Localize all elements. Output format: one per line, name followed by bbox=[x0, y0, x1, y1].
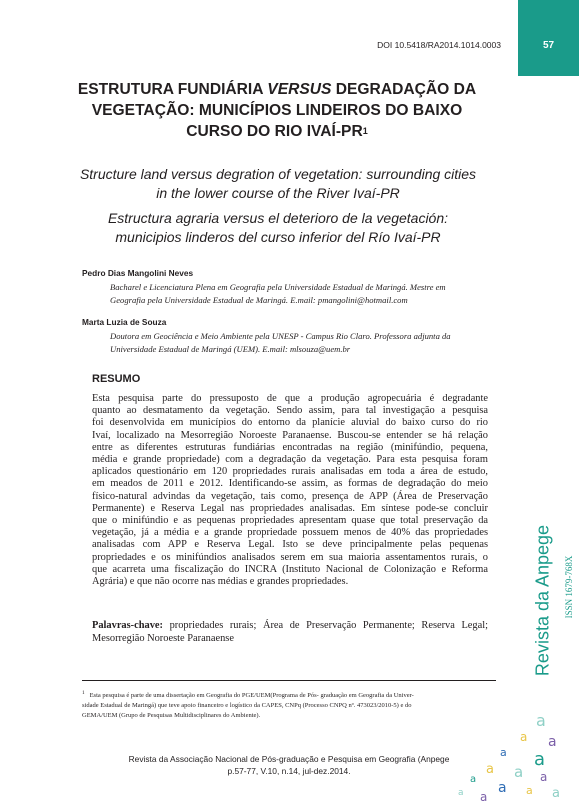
author-affiliation: Bacharel e Licenciatura Plena em Geografia pela Universidade Estadual de Maringá. Mestre em Geografia pela Universidade Estadual de Maringá. E.mail: pmangolini@hotmail.com bbox=[110, 282, 446, 305]
decorative-letter: a bbox=[536, 711, 546, 730]
author-name: Pedro Dias Mangolini Neves bbox=[82, 268, 194, 278]
page-number: 57 bbox=[542, 40, 555, 51]
decorative-letter: a bbox=[540, 770, 548, 784]
decorative-letter: a bbox=[534, 749, 546, 770]
abstract-text: Esta pesquisa parte do pressuposto de que a produção agropecuária é degradante quanto ao desmatamento da vegetação. Sendo assim, para tal investigação a pesquisa foi desenvolvida em municípios do entorno da planície aluvial do baixo curso do rio Ivaí, localizado na Mesorregião Noroeste Paranaense. Buscou-se entender se há relação entre as diferentes estruturas fundiárias encontradas na região (minifúndio, pequena, média e grande propriedade) com a degradação da vegetação. Para esta pesquisa foram aplicados questionário em 120 propriedades rurais analisadas em toda a área de estudo, em meados de 2011 e 2012. Identificando-se assim, as formas de degradação do meio físico-natural advindas da vegetação, tais como, presença de APP (Área de Preservação Permanente) e Reserva Legal nas propriedades analisadas. Em síntese pode-se concluir que o minifúndio e as pequenas propriedades apresentam quase que total preservação da vegetação, já a média e a grande propriedade possuem menos de 40% das propriedades analisadas com APP e Reserva Legal. Isto se deve principalmente pelas pequenas propriedades e os minifúndios analisados serem em sua maioria assentamentos rurais, o que acarreta uma fiscalização do INCRA (Instituto Nacional de Colonização e Reforma Agrária) e que não ocorre nas médias e grandes propriedades. bbox=[92, 393, 488, 588]
doi-label: DOI 10.5418/RA2014.1014.0003 bbox=[377, 40, 501, 50]
subtitle-spanish bbox=[60, 209, 496, 247]
decorative-letter: a bbox=[500, 746, 507, 759]
decorative-letter: a bbox=[486, 762, 494, 777]
subtitle-english bbox=[60, 165, 496, 203]
subtitle-es-line: municipios linderos del curso inferior del Río Ivaí-PR bbox=[115, 229, 441, 245]
footnote-divider bbox=[82, 680, 496, 681]
title-line-2: VEGETAÇÃO: MUNICÍPIOS LINDEIROS DO BAIXO bbox=[91, 102, 463, 119]
abstract-heading: RESUMO bbox=[92, 373, 141, 385]
journal-issn: ISSN 1679-768X bbox=[564, 555, 574, 619]
subtitle-en-line: in the lower course of the River Ivaí-PR bbox=[156, 185, 400, 201]
author-name: Marta Luzia de Souza bbox=[82, 317, 167, 327]
subtitle-en-line: Structure land versus degration of vegetation: surrounding cities bbox=[79, 166, 477, 182]
author-affiliation: Doutora em Geociência e Meio Ambiente pela UNESP - Campus Rio Claro. Professora adjunta da Universidade Estadual de Maringá (UEM). E.mail: mlsouza@uem.br bbox=[110, 331, 451, 354]
decorative-letter: a bbox=[470, 774, 477, 785]
decorative-letter: a bbox=[548, 734, 557, 750]
journal-sidebar-title: Revista da Anpege bbox=[532, 524, 553, 677]
decorative-letter: a bbox=[520, 730, 528, 744]
decorative-letter: a bbox=[552, 786, 560, 801]
decorative-letter: a bbox=[458, 788, 464, 798]
decorative-letter: a bbox=[498, 780, 507, 796]
title-line-3: CURSO DO RIO IVAÍ-$PR^1$ bbox=[186, 123, 368, 140]
footnote-mark: 1 bbox=[82, 690, 85, 696]
decorative-letter: a bbox=[480, 790, 488, 804]
decorative-letter: a bbox=[514, 763, 524, 781]
keywords: Palavras-chave: propriedades rurais; Área de Preservação Permanente; Reserva Legal; Mesorregião Noroeste Paranaense bbox=[92, 620, 488, 644]
article-title bbox=[70, 79, 484, 142]
journal-sidebar bbox=[505, 520, 579, 703]
decorative-letter: a bbox=[526, 784, 533, 797]
keywords-label: Palavras-chave: bbox=[92, 620, 163, 631]
page-number-tab bbox=[518, 0, 579, 76]
title-footnote-mark: 1 bbox=[362, 126, 368, 136]
journal-footer: Revista da Associação Nacional de Pós-graduação e Pesquisa em Geografia (Anpege p.57-77, V.10, n.14, jul-dez.2014. bbox=[128, 754, 450, 776]
footnote: $^1$ Esta pesquisa é parte de uma dissertação em Geografia do PGE/UEM(Programa de Pós- graduação em Geografia da Univer- sidade Estadual de Maringá) que teve apoio financeiro e logístico da CAPES, CNPq (Processo CNPQ nº. 473023/2010-5) e do GEMA/UEM (Grupo de Pesquisas Multidisciplinares do Ambiente). bbox=[82, 690, 414, 720]
title-line-1: ESTRUTURA FUNDIÁRIA VERSUS DEGRADAÇÃO DA bbox=[77, 81, 477, 98]
decorative-letters bbox=[440, 705, 579, 804]
subtitle-es-line: Estructura agraria versus el deterioro de la vegetación: bbox=[107, 210, 449, 226]
